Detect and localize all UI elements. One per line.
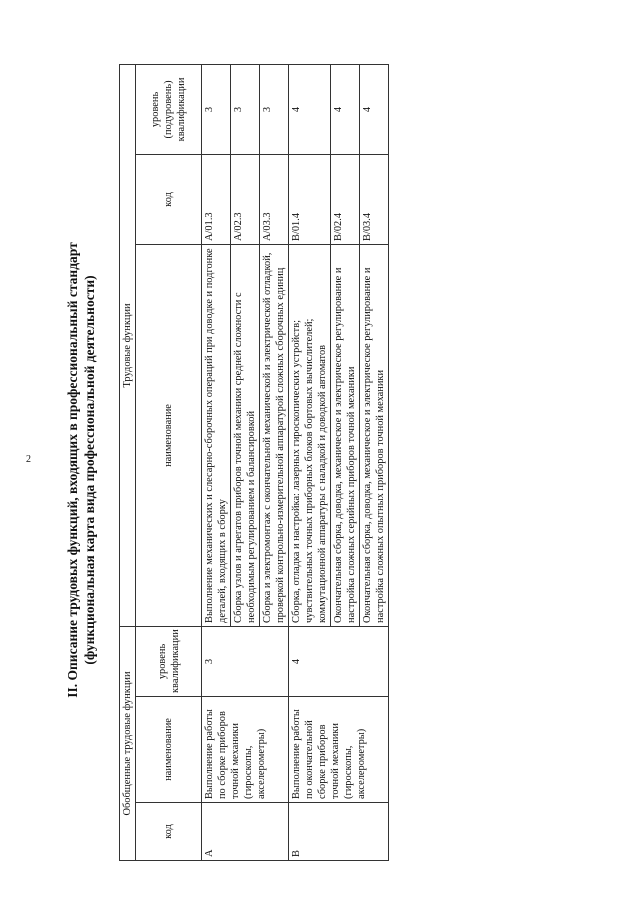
header-function-level: уровень (подуровень) квалификации bbox=[136, 64, 202, 154]
group-level: 4 bbox=[289, 626, 389, 696]
rotated-page-content bbox=[65, 65, 605, 875]
function-level: 4 bbox=[360, 64, 389, 154]
group-name: Выполнение работы по сборке приборов точной механики (гироскопы, акселерометры) bbox=[202, 697, 289, 803]
header-name: наименование bbox=[136, 697, 202, 803]
function-name: Выполнение механических и слесарно-сборочных операций при доводке и подгонке деталей, входящих в сборку bbox=[202, 244, 231, 626]
header-function-code: код bbox=[136, 154, 202, 244]
function-name: Окончательная сборка, доводка, механическое и электрическое регулирование и настройка сложных опытных приборов точной механики bbox=[360, 244, 389, 626]
page-number: 2 bbox=[26, 454, 31, 465]
function-name: Сборка и электромонтаж с окончательной механической и электрической отладкой, проверкой контрольно-измерительной аппаратурой сложных сборочных единиц bbox=[260, 244, 289, 626]
section-title: II. Описание трудовых функций, входящих в профессиональный стандарт bbox=[65, 242, 80, 698]
function-code: A/01.3 bbox=[202, 154, 231, 244]
function-code: A/03.3 bbox=[260, 154, 289, 244]
table-row bbox=[289, 64, 331, 860]
function-level: 3 bbox=[231, 64, 260, 154]
function-level: 3 bbox=[260, 64, 289, 154]
group-name: Выполнение работы по окончательной сборке приборов точной механики (гироскопы, акселерометры) bbox=[289, 697, 389, 803]
function-name: Сборка, отладка и настройка: лазерных гироскопических устройств; чувствительных точных приборных блоков бортовых вычислителей; коммутационной аппаратуры с наладкой и доводкой автоматов bbox=[289, 244, 331, 626]
group-code: B bbox=[289, 803, 389, 861]
function-code: B/03.4 bbox=[360, 154, 389, 244]
function-level: 4 bbox=[331, 64, 360, 154]
section-subtitle: (функциональная карта вида профессиональной деятельности) bbox=[82, 275, 97, 665]
header-generalized-functions: Обобщенные трудовые функции bbox=[120, 626, 136, 860]
group-level: 3 bbox=[202, 626, 289, 696]
function-level: 3 bbox=[202, 64, 231, 154]
group-code: A bbox=[202, 803, 289, 861]
function-code: B/02.4 bbox=[331, 154, 360, 244]
header-labor-functions: Трудовые функции bbox=[120, 64, 136, 626]
function-code: B/01.4 bbox=[289, 154, 331, 244]
function-level: 4 bbox=[289, 64, 331, 154]
functional-map-table bbox=[119, 64, 389, 861]
function-name: Сборка узлов и агрегатов приборов точной механики средней сложности с необходимым регулированием и балансировкой bbox=[231, 244, 260, 626]
header-function-name: наименование bbox=[136, 244, 202, 626]
header-code: код bbox=[136, 803, 202, 861]
table-row bbox=[202, 64, 231, 860]
function-name: Окончательная сборка, доводка, механическое и электрическое регулирование и настройка сложных серийных приборов точной механики bbox=[331, 244, 360, 626]
function-code: A/02.3 bbox=[231, 154, 260, 244]
header-qualification-level: уровень квалификации bbox=[136, 626, 202, 696]
